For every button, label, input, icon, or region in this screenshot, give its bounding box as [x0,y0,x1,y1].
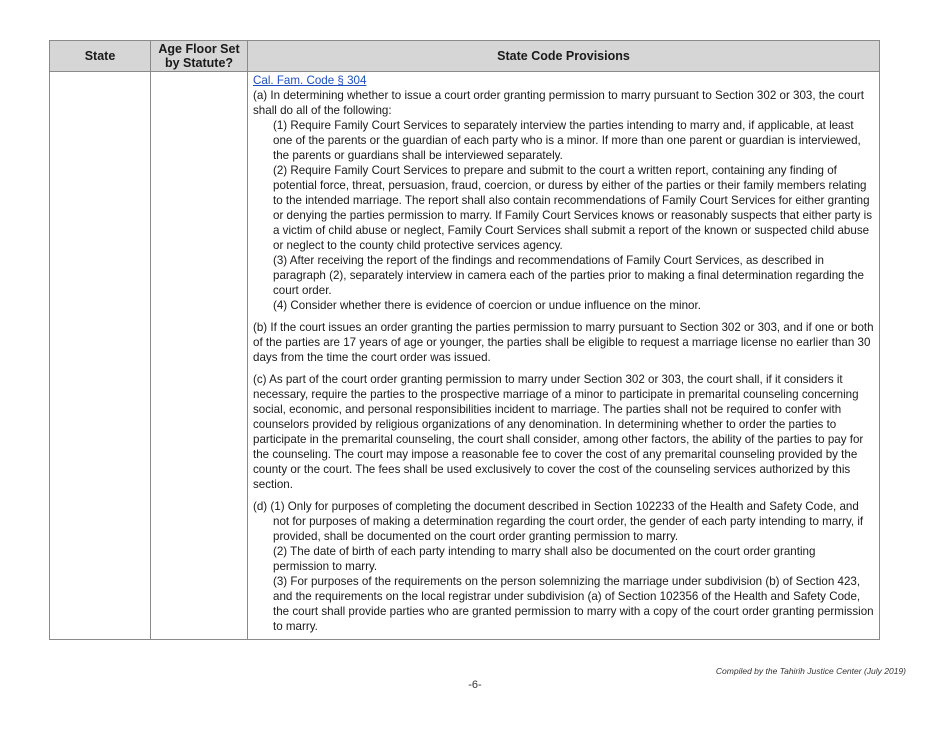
subsection-a-1: (1) Require Family Court Services to separately interview the parties intending to marry and, if applicable, at least one of the parents or the guardian of each party who is a minor. If more than one parent or guardian is interviewed, the parents or guardians shall be interviewed separately. [273,119,861,162]
state-code-table [49,40,880,640]
subsection-b: (b) If the court issues an order granting the parties permission to marry pursuant to Section 302 or 303, and if one or both of the parties are 17 years of age or younger, the parties shall be eligible to request a marriage license no earlier than 30 days from the time the court order was issued. [253,321,874,364]
citation-link[interactable]: Cal. Fam. Code § 304 [253,74,367,87]
table-header-row [50,41,880,72]
subsection-a-2: (2) Require Family Court Services to prepare and submit to the court a written report, containing any finding of potential force, threat, persuasion, fraud, coercion, or duress by either of the parties or their family members relating to the intended marriage. The report shall also contain recommendations of Family Court Services for either granting or denying the parties permission to marry. If Family Court Services knows or reasonably suspects that either party is a victim of child abuse or neglect, Family Court Services shall submit a report of the known or suspected child abuse or neglect to the county child protective services agency. [273,164,873,252]
subsection-d-1: (d) (1) Only for purposes of completing the document described in Section 102233 of the Health and Safety Code, and not for purposes of making a determination regarding the court order, the gender of each party intending to marry, if provided, shall be documented on the court order granting permission to marry. [253,500,864,543]
state-cell [50,72,151,640]
compiled-by-note: Compiled by the Tahirih Justice Center (July 2019) [715,666,906,676]
subsection-d-2: (2) The date of birth of each party intending to marry shall also be documented on the court order granting permission to marry. [273,545,816,573]
subsection-c: (c) As part of the court order granting permission to marry under Section 302 or 303, the court shall, if it considers it necessary, require the parties to the prospective marriage of a minor to participate in premarital counseling concerning social, economic, and personal responsibilities incident to marriage. The parties shall not be required to confer with counselors provided by religious organizations of any denomination. In determining whether to order the parties to participate in the premarital counseling, the court shall consider, among other factors, the ability of the parties to pay for the counseling. The court may impose a reasonable fee to cover the cost of any premarital counseling provided by the county or the court. The fees shall be used exclusively to cover the cost of the counseling services authorized by this section. [253,373,864,491]
subsection-d [253,499,874,634]
subsection-a [253,73,874,313]
subsection-a-4: (4) Consider whether there is evidence of coercion or undue influence on the minor. [273,299,701,312]
subsection-d-3: (3) For purposes of the requirements on the person solemnizing the marriage under subdivision (b) of Section 423, and the requirements on the local registrar under subdivision (a) of Section 102356 of the Health and Safety Code, the court shall provide parties who are granted permission to marry with a copy of the court order granting permission to marry. [273,575,874,633]
header-provisions: State Code Provisions [248,41,880,72]
page-number: -6- [468,679,482,691]
provisions-cell [248,72,880,640]
header-age-floor: Age Floor Set by Statute? [151,41,248,72]
header-state: State [50,41,151,72]
subsection-a-intro: (a) In determining whether to issue a court order granting permission to marry pursuant to Section 302 or 303, the court shall do all of the following: [253,89,864,117]
subsection-a-3: (3) After receiving the report of the findings and recommendations of Family Court Services, as described in paragraph (2), separately interview in camera each of the parties prior to making a final determination regarding the court order. [273,254,864,297]
age-floor-cell [151,72,248,640]
table-row [50,72,880,640]
